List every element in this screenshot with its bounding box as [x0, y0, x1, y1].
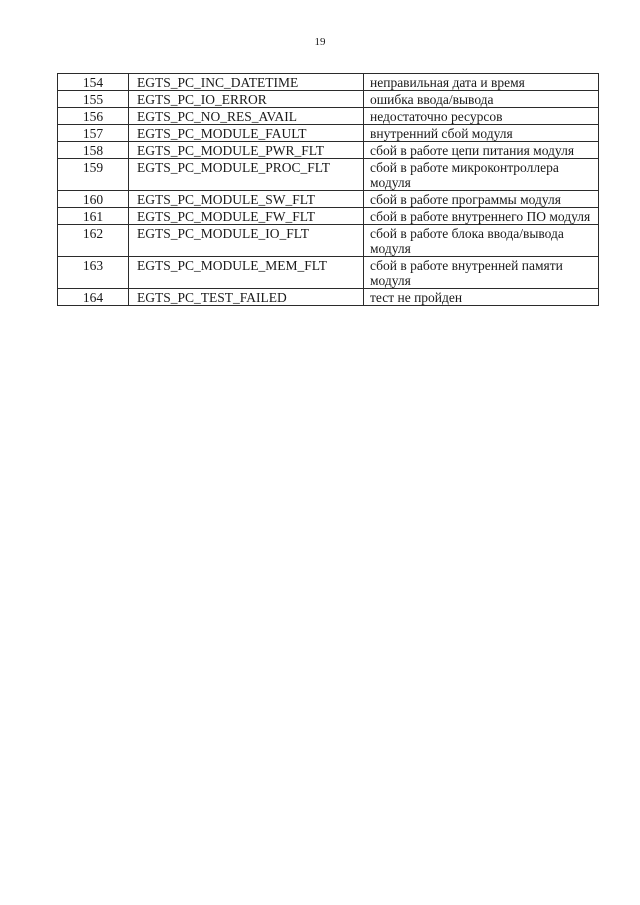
code-cell: 157: [58, 125, 129, 142]
description-cell: сбой в работе программы модуля: [364, 191, 599, 208]
description-cell: сбой в работе внутренней памяти модуля: [364, 257, 599, 289]
name-cell: EGTS_PC_MODULE_IO_FLT: [129, 225, 364, 257]
code-cell: 154: [58, 74, 129, 91]
description-cell: внутренний сбой модуля: [364, 125, 599, 142]
code-cell: 159: [58, 159, 129, 191]
code-cell: 161: [58, 208, 129, 225]
name-cell: EGTS_PC_IO_ERROR: [129, 91, 364, 108]
description-cell: сбой в работе блока ввода/вывода модуля: [364, 225, 599, 257]
name-cell: EGTS_PC_MODULE_FW_FLT: [129, 208, 364, 225]
table-row: [58, 74, 599, 91]
description-cell: сбой в работе цепи питания модуля: [364, 142, 599, 159]
code-cell: 158: [58, 142, 129, 159]
table-row: [58, 108, 599, 125]
description-cell: неправильная дата и время: [364, 74, 599, 91]
name-cell: EGTS_PC_MODULE_PWR_FLT: [129, 142, 364, 159]
page-number: 19: [314, 36, 326, 48]
table-row: [58, 91, 599, 108]
code-cell: 163: [58, 257, 129, 289]
description-cell: недостаточно ресурсов: [364, 108, 599, 125]
table-row: [58, 289, 599, 306]
description-cell: сбой в работе внутреннего ПО модуля: [364, 208, 599, 225]
table-row: [58, 208, 599, 225]
code-cell: 155: [58, 91, 129, 108]
description-cell: тест не пройден: [364, 289, 599, 306]
code-cell: 162: [58, 225, 129, 257]
table-row: [58, 225, 599, 257]
name-cell: EGTS_PC_NO_RES_AVAIL: [129, 108, 364, 125]
result-codes-table: [57, 73, 599, 306]
table-row: [58, 125, 599, 142]
name-cell: EGTS_PC_MODULE_MEM_FLT: [129, 257, 364, 289]
table-row: [58, 142, 599, 159]
name-cell: EGTS_PC_MODULE_FAULT: [129, 125, 364, 142]
table-row: [58, 191, 599, 208]
table-row: [58, 159, 599, 191]
name-cell: EGTS_PC_INC_DATETIME: [129, 74, 364, 91]
code-cell: 164: [58, 289, 129, 306]
code-cell: 156: [58, 108, 129, 125]
name-cell: EGTS_PC_TEST_FAILED: [129, 289, 364, 306]
name-cell: EGTS_PC_MODULE_SW_FLT: [129, 191, 364, 208]
description-cell: сбой в работе микроконтроллера модуля: [364, 159, 599, 191]
description-cell: ошибка ввода/вывода: [364, 91, 599, 108]
name-cell: EGTS_PC_MODULE_PROC_FLT: [129, 159, 364, 191]
code-cell: 160: [58, 191, 129, 208]
table-row: [58, 257, 599, 289]
